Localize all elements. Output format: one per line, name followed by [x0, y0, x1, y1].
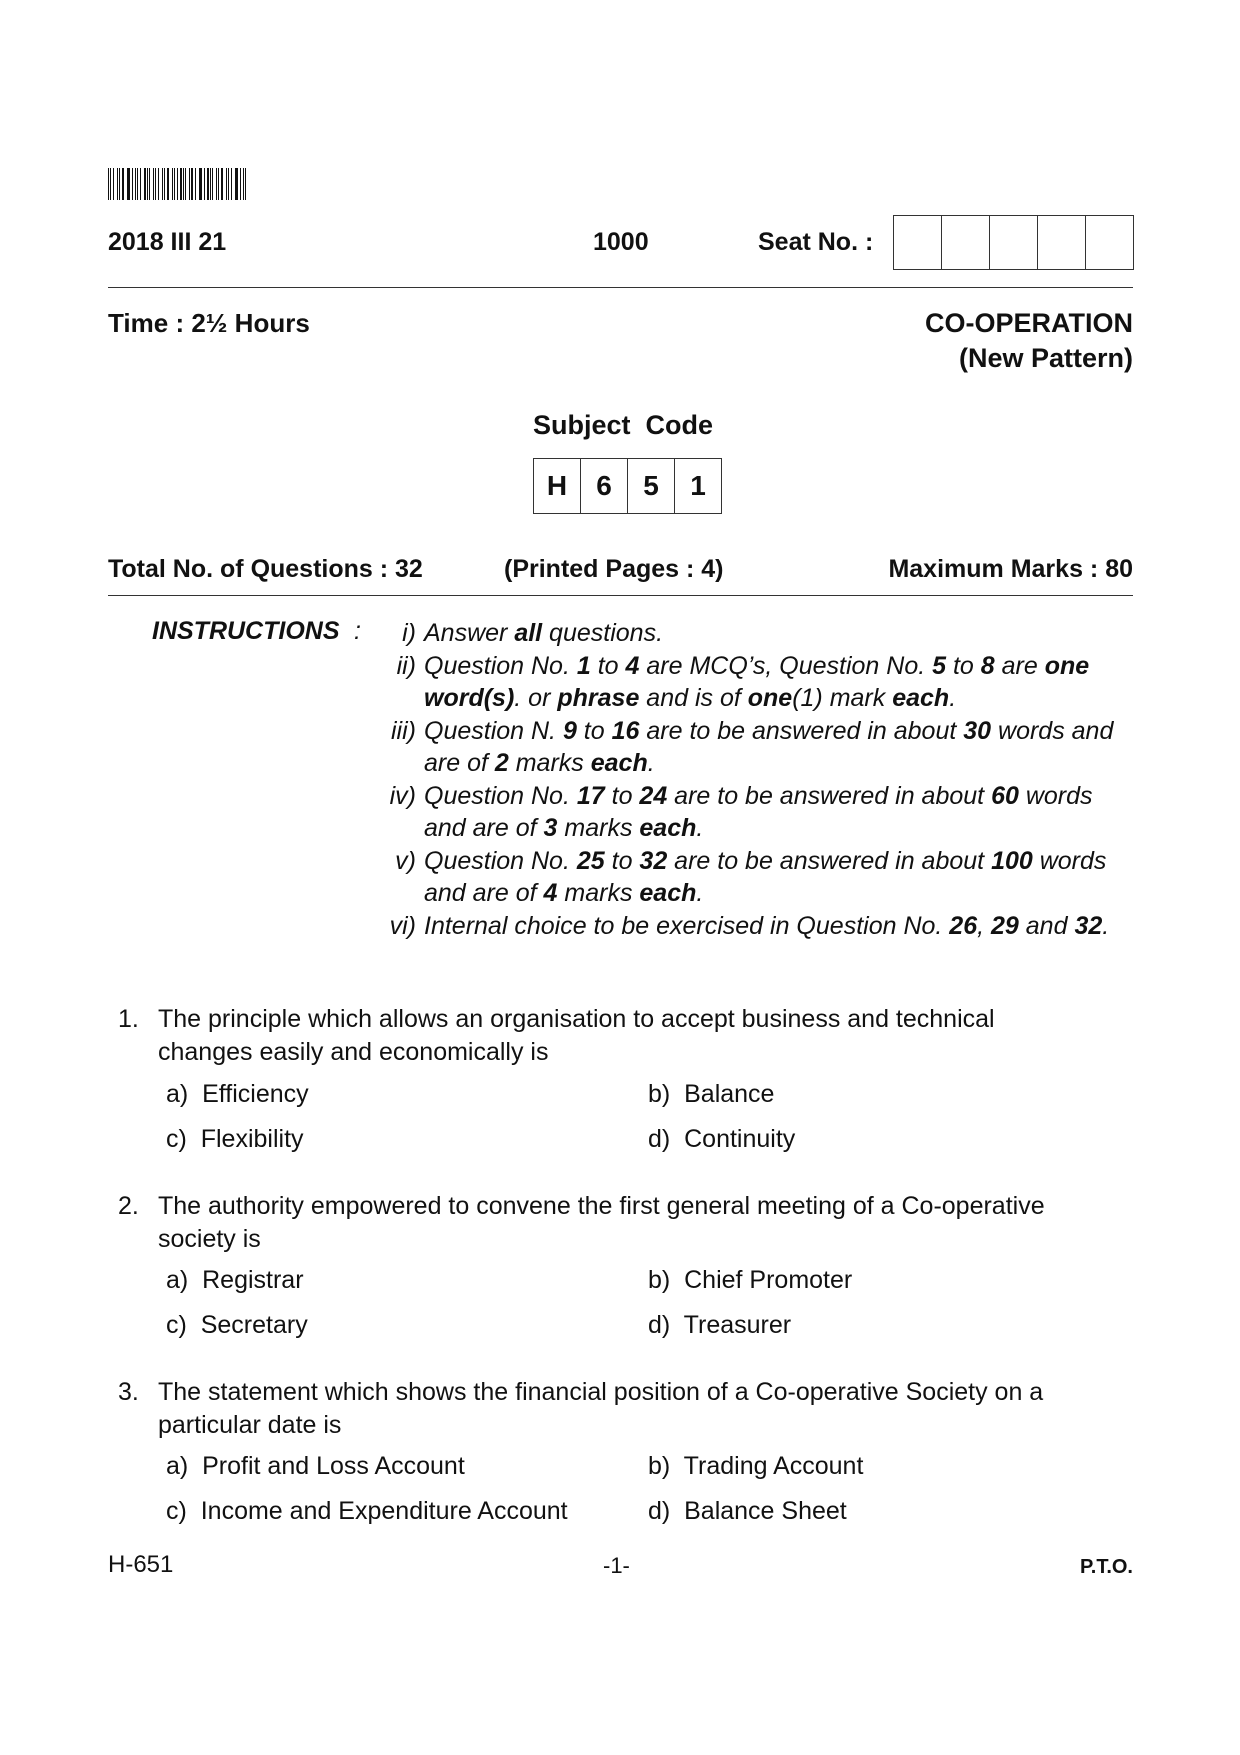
barcode-bar — [221, 168, 223, 200]
instruction-number: i) — [402, 619, 416, 647]
barcode-bar — [110, 168, 111, 200]
option-b: b) Balance — [648, 1080, 775, 1108]
instruction-number: vi) — [389, 911, 416, 940]
question-number: 1. — [118, 1005, 139, 1033]
instructions-heading: INSTRUCTIONS — [152, 617, 340, 645]
barcode-bar — [216, 168, 217, 200]
barcode-bar — [132, 168, 133, 200]
instruction-item — [360, 617, 1120, 650]
barcode-bar — [158, 168, 159, 200]
barcode-bar — [226, 168, 227, 200]
barcode-bar — [191, 168, 193, 200]
instruction-text: Answer all questions. — [424, 619, 664, 647]
barcode-bar — [149, 168, 150, 200]
question-1 — [118, 1003, 1088, 1069]
barcode — [108, 168, 248, 200]
instruction-number: iv) — [389, 781, 416, 810]
option-a: a) Profit and Loss Account — [166, 1452, 465, 1480]
barcode-bar — [135, 168, 136, 200]
instruction-text: Internal choice to be exercised in Question No. 26, 29 and 32. — [424, 911, 1110, 940]
instruction-text: Question No. 17 to 24 are to be answered in about 60 words and are of 3 marks each. — [424, 781, 1093, 842]
option-d: d) Continuity — [648, 1125, 796, 1153]
seat-label: Seat No. : — [758, 228, 874, 256]
instruction-item — [360, 845, 1120, 910]
barcode-bar — [108, 168, 109, 200]
barcode-bar — [164, 168, 165, 200]
subject-code-char: H — [534, 459, 581, 513]
seat-number-boxes[interactable] — [893, 215, 1134, 270]
barcode-bar — [119, 168, 120, 200]
question-2 — [118, 1190, 1088, 1256]
subject-code-boxes — [533, 458, 722, 514]
option-b: b) Chief Promoter — [648, 1266, 853, 1294]
pattern-label: (New Pattern) — [958, 343, 1133, 373]
seat-box[interactable] — [1038, 216, 1086, 269]
pto-label: P.T.O. — [1080, 1556, 1133, 1578]
instructions-list — [360, 617, 1120, 942]
instructions-colon: : — [354, 617, 361, 645]
question-text: The principle which allows an organisation to accept business and technical changes easily and economically is — [158, 1005, 995, 1066]
barcode-bar — [235, 168, 236, 200]
barcode-bar — [122, 168, 124, 200]
barcode-bar — [236, 168, 237, 200]
option-d: d) Balance Sheet — [648, 1497, 847, 1525]
option-a: a) Registrar — [166, 1266, 304, 1294]
barcode-bar — [231, 168, 232, 200]
barcode-bar — [183, 168, 184, 200]
barcode-bar — [153, 168, 154, 200]
page-number: -1- — [603, 1553, 630, 1578]
barcode-bar — [155, 168, 156, 200]
divider — [108, 287, 1133, 288]
option-d: d) Treasurer — [648, 1311, 792, 1339]
barcode-bar — [245, 168, 246, 200]
barcode-bar — [177, 168, 178, 200]
instruction-item — [360, 780, 1120, 845]
barcode-bar — [137, 168, 138, 200]
question-3 — [118, 1376, 1088, 1442]
option-c: c) Secretary — [166, 1311, 308, 1339]
barcode-bar — [144, 168, 146, 200]
subject-code-char: 1 — [690, 470, 706, 501]
question-text: The authority empowered to convene the first general meeting of a Co-operative society is — [158, 1192, 1045, 1253]
copies-count: 1000 — [593, 228, 649, 256]
barcode-bar — [240, 168, 241, 200]
instruction-item — [360, 910, 1120, 943]
seat-box[interactable] — [990, 216, 1038, 269]
time-allowed: Time : 2½ Hours — [108, 308, 310, 338]
seat-box[interactable] — [942, 216, 990, 269]
barcode-bar — [200, 168, 201, 200]
barcode-bar — [189, 168, 190, 200]
maximum-marks: Maximum Marks : 80 — [888, 555, 1133, 583]
question-number: 2. — [118, 1192, 139, 1220]
barcode-bar — [207, 168, 208, 200]
option-a: a) Efficiency — [166, 1080, 309, 1108]
barcode-bar — [228, 168, 229, 200]
barcode-bar — [210, 168, 211, 200]
option-b: b) Trading Account — [648, 1452, 864, 1480]
instruction-text: Question No. 25 to 32 are to be answered in about 100 words and are of 4 marks each. — [424, 846, 1107, 907]
barcode-bar — [172, 168, 173, 200]
subject-code-char: 5 — [628, 459, 675, 513]
barcode-bar — [167, 168, 169, 200]
barcode-bar — [127, 168, 128, 200]
subject-title: CO-OPERATION — [925, 308, 1133, 338]
subject-code-label: Subject Code — [533, 410, 714, 440]
barcode-bar — [212, 168, 213, 200]
barcode-bar — [199, 168, 200, 200]
divider — [108, 595, 1133, 596]
barcode-bar — [128, 168, 129, 200]
option-c: c) Income and Expenditure Account — [166, 1497, 568, 1525]
barcode-bar — [140, 168, 141, 200]
seat-box[interactable] — [894, 216, 942, 269]
barcode-bar — [218, 168, 219, 200]
barcode-bar — [185, 168, 186, 200]
instruction-text: Question N. 9 to 16 are to be answered in about 30 words and are of 2 marks each. — [424, 716, 1114, 777]
barcode-bar — [204, 168, 205, 200]
option-c: c) Flexibility — [166, 1125, 304, 1153]
total-questions: Total No. of Questions : 32 — [108, 555, 423, 583]
instruction-item — [360, 715, 1120, 780]
instruction-number: ii) — [396, 651, 416, 680]
barcode-bar — [195, 168, 196, 200]
barcode-bar — [174, 168, 175, 200]
barcode-bar — [117, 168, 118, 200]
instruction-item — [360, 650, 1120, 715]
instruction-number: iii) — [391, 716, 416, 745]
paper-code: H-651 — [108, 1551, 174, 1578]
exam-code: 2018 III 21 — [108, 228, 227, 256]
question-text: The statement which shows the financial position of a Co-operative Society on a particular date is — [158, 1378, 1044, 1439]
subject-code-char: 6 — [581, 459, 628, 513]
barcode-bar — [243, 168, 244, 200]
barcode-bar — [162, 168, 163, 200]
seat-box[interactable] — [1086, 216, 1133, 269]
printed-pages: (Printed Pages : 4) — [504, 555, 724, 583]
barcode-bar — [113, 168, 114, 200]
instruction-text: Question No. 1 to 4 are MCQ’s, Question No. 5 to 8 are one word(s). or phrase and is of one(1) mark each. — [424, 651, 1090, 712]
question-number: 3. — [118, 1378, 139, 1406]
barcode-bar — [180, 168, 181, 200]
barcode-bar — [147, 168, 148, 200]
instruction-number: v) — [395, 846, 416, 875]
